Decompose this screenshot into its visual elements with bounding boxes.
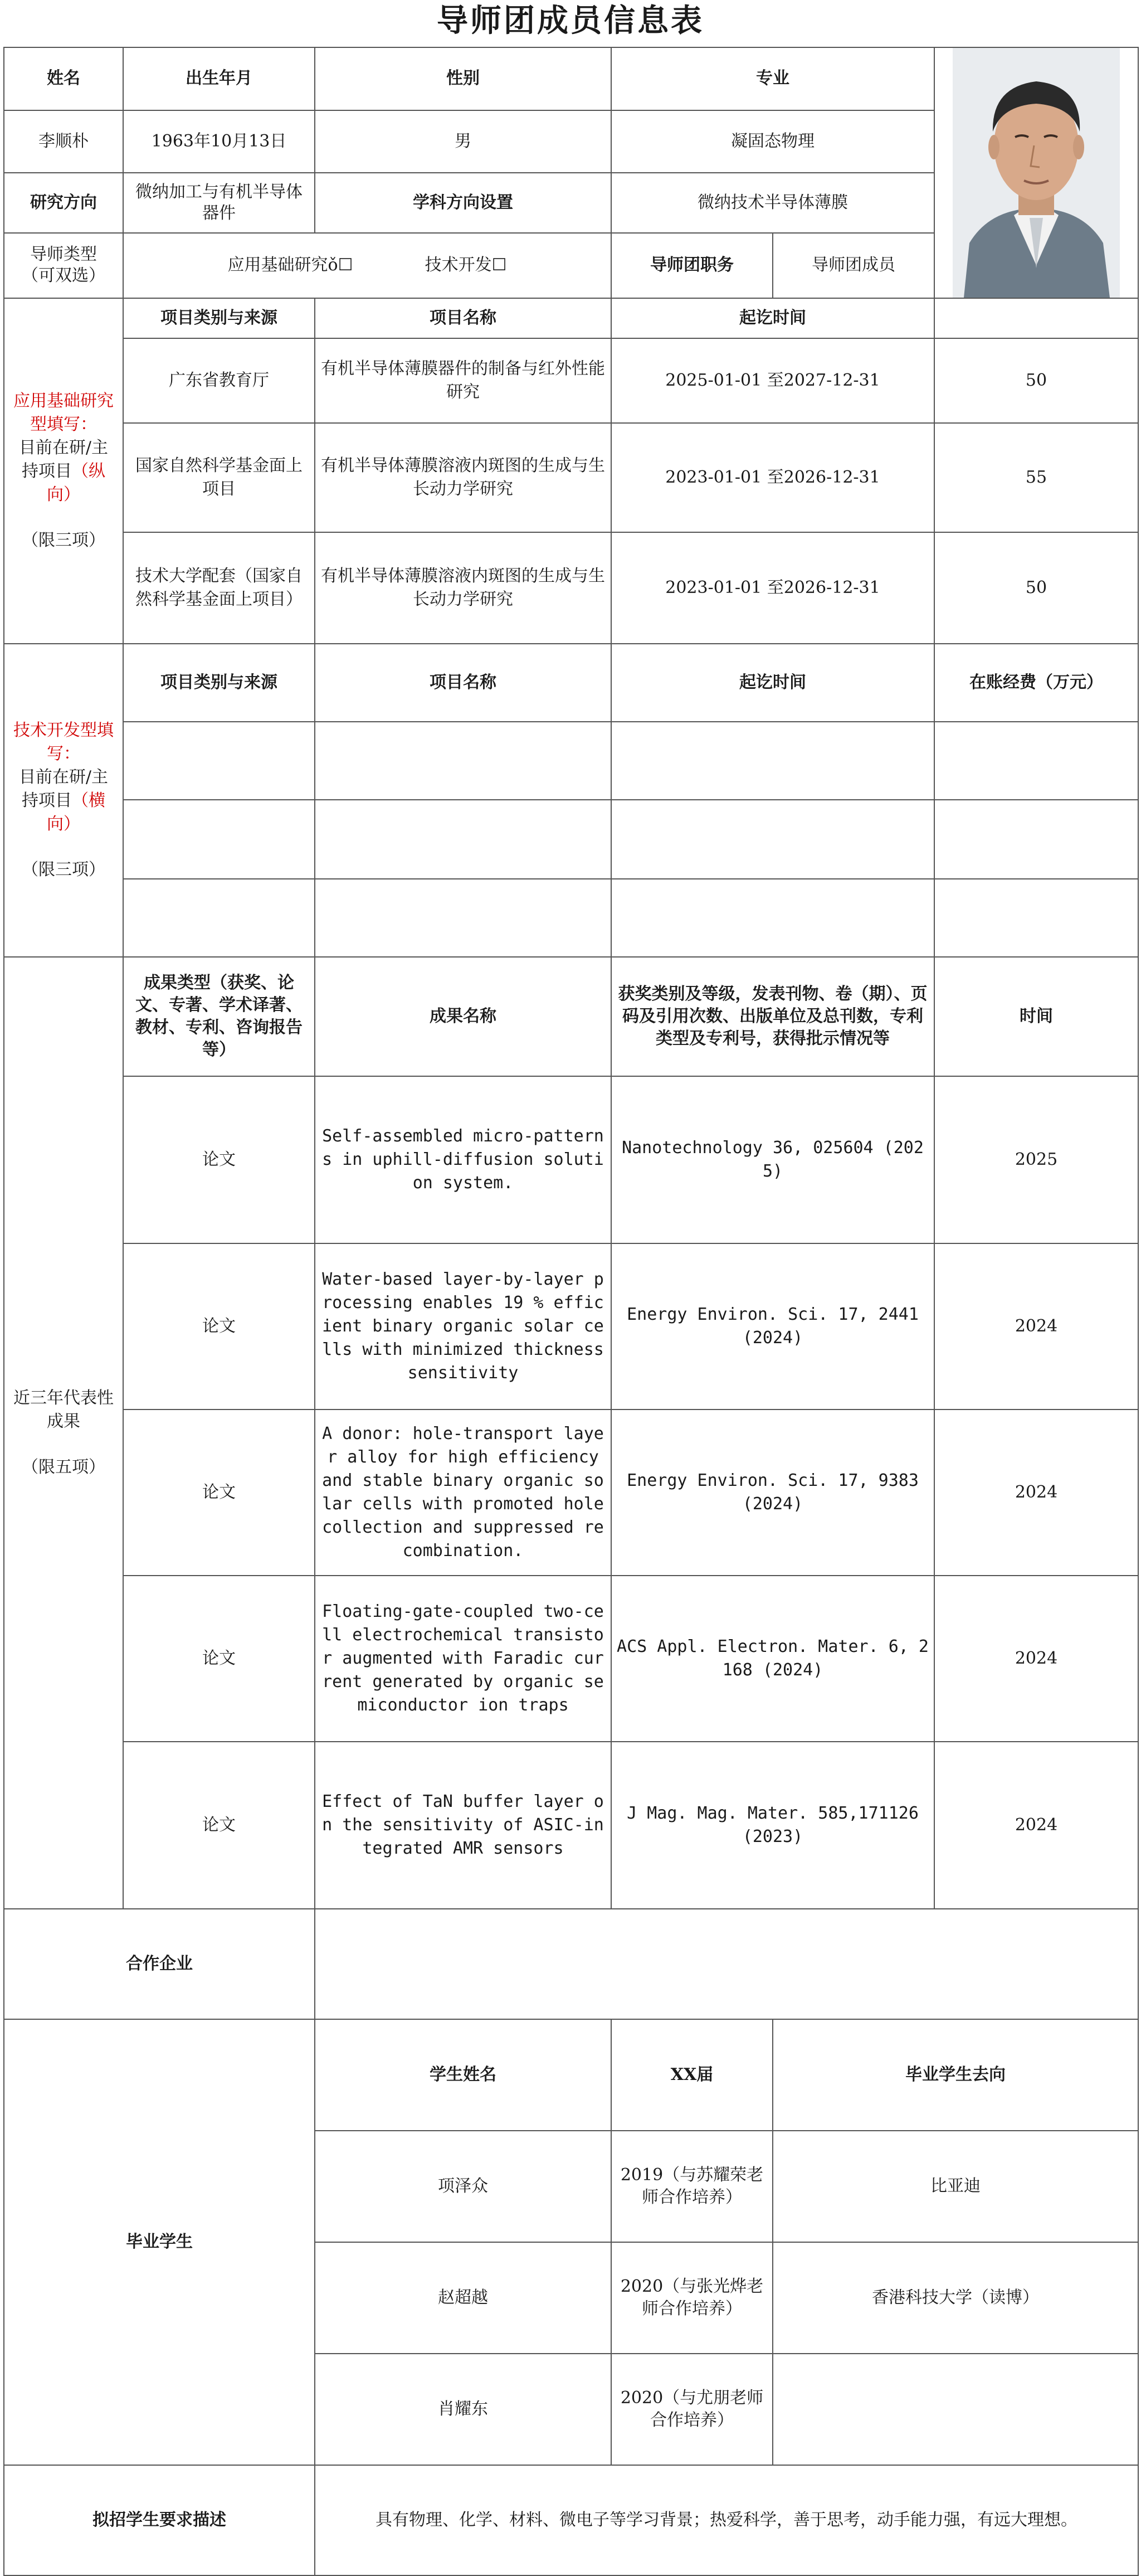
- duty-value: 导师团成员: [773, 233, 934, 298]
- tech-dev-section-label: 技术开发型填 写： 目前在研/主 持项目（横 向） （限三项）: [4, 644, 123, 957]
- table-row: 国家自然科学基金面上项目 有机半导体薄膜溶液内斑图的生成与生长动力学研究 2023-01-01 至2026-12-31 55: [4, 423, 1138, 532]
- table-row: [4, 722, 1138, 800]
- discipline-value: 微纳技术半导体薄膜: [611, 173, 934, 233]
- page-title: 导师团成员信息表: [437, 3, 704, 39]
- table-row: 技术大学配套（国家自然科学基金面上项目） 有机半导体薄膜溶液内斑图的生成与生长动力学研究 2023-01-01 至2026-12-31 50: [4, 532, 1138, 644]
- research-label: 研究方向: [4, 173, 123, 233]
- table-row: [4, 879, 1138, 957]
- major-header: 专业: [611, 47, 934, 110]
- photo-cell: [934, 47, 1138, 298]
- requirements-value: 具有物理、化学、材料、微电子等学习背景；热爱科学，善于思考，动手能力强，有远大理想。: [315, 2465, 1138, 2575]
- table-row: 论文 Water-based layer-by-layer processing enables 19 % efficient binary organic solar cells with minimized thickness sensitivity Energy Environ. Sci. 17, 2441 (2024) 2024: [4, 1243, 1138, 1409]
- br-period-header: 起讫时间: [611, 298, 934, 338]
- ach-detail-header: 获奖类别及等级，发表刊物、卷（期）、页码及引用次数、出版单位及总刊数，专利类型及专利号，获得批示情况等: [611, 957, 934, 1076]
- checkbox-basic-research[interactable]: 应用基础研究ǒ☐: [227, 255, 353, 275]
- table-row: 论文 Effect of TaN buffer layer on the sensitivity of ASIC-integrated AMR sensors J Mag. Mag. Mater. 585,171126 (2023) 2024: [4, 1742, 1138, 1909]
- table-row: 项泽众 2019（与苏耀荣老师合作培养） 比亚迪: [4, 2131, 1138, 2242]
- gender-header: 性别: [315, 47, 611, 110]
- grad-destination-header: 毕业学生去向: [773, 2019, 1138, 2131]
- achievements-section-label: 近三年代表性 成果 （限五项）: [4, 957, 123, 1909]
- table-row: 肖耀东 2020（与尤朋老师合作培养）: [4, 2354, 1138, 2465]
- discipline-label: 学科方向设置: [315, 173, 611, 233]
- graduates-label: 毕业学生: [4, 2019, 315, 2465]
- research-value: 微纳加工与有机半导体器件: [123, 173, 315, 233]
- birth-value: 1963年10月13日: [123, 110, 315, 173]
- td-name-header: 项目名称: [315, 644, 611, 722]
- basic-research-section-label: 应用基础研究 型填写： 目前在研/主 持项目（纵 向） （限三项）: [4, 298, 123, 644]
- major-value: 凝固态物理: [611, 110, 934, 173]
- table-row: [4, 800, 1138, 879]
- mentor-type-options: [123, 233, 611, 298]
- portrait-photo: [953, 48, 1120, 298]
- br-funds-header: [934, 298, 1138, 338]
- requirements-label: 拟招学生要求描述: [4, 2465, 315, 2575]
- td-period-header: 起讫时间: [611, 644, 934, 722]
- br-source-header: 项目类别与来源: [123, 298, 315, 338]
- table-row: 广东省教育厅 有机半导体薄膜器件的制备与红外性能研究 2025-01-01 至2027-12-31 50: [4, 338, 1138, 423]
- td-source-header: 项目类别与来源: [123, 644, 315, 722]
- grad-name-header: 学生姓名: [315, 2019, 611, 2131]
- name-header: 姓名: [4, 47, 123, 110]
- ach-name-header: 成果名称: [315, 957, 611, 1076]
- duty-label: 导师团职务: [611, 233, 773, 298]
- name-value: 李顺朴: [4, 110, 123, 173]
- table-row: 赵超越 2020（与张光烨老师合作培养） 香港科技大学（读博）: [4, 2242, 1138, 2354]
- ach-time-header: 时间: [934, 957, 1138, 1076]
- mentor-type-label: 导师类型 （可双选）: [4, 233, 123, 298]
- checkbox-tech-dev[interactable]: 技术开发☐: [425, 255, 507, 275]
- birth-header: 出生年月: [123, 47, 315, 110]
- enterprise-label: 合作企业: [4, 1909, 315, 2019]
- info-table: [3, 47, 1139, 2576]
- gender-value: 男: [315, 110, 611, 173]
- table-row: 论文 Floating-gate-coupled two-cell electrochemical transistor augmented with Faradic current generated by organic semiconductor ion traps ACS Appl. Electron. Mater. 6, 2168 (2024) 2024: [4, 1576, 1138, 1742]
- td-funds-header: 在账经费（万元）: [934, 644, 1138, 722]
- ach-type-header: 成果类型（获奖、论文、专著、学术译著、教材、专利、咨询报告等）: [123, 957, 315, 1076]
- enterprise-value: [315, 1909, 1138, 2019]
- table-row: 论文 A donor: hole-transport layer alloy for high efficiency and stable binary organic solar cells with promoted hole collection and suppressed recombination. Energy Environ. Sci. 17, 9383 (2024) 2024: [4, 1409, 1138, 1576]
- br-name-header: 项目名称: [315, 298, 611, 338]
- grad-year-header: XX届: [611, 2019, 773, 2131]
- table-row: 论文 Self-assembled micro-patterns in uphill-diffusion solution system. Nanotechnology 36, 025604 (2025) 2025: [4, 1076, 1138, 1243]
